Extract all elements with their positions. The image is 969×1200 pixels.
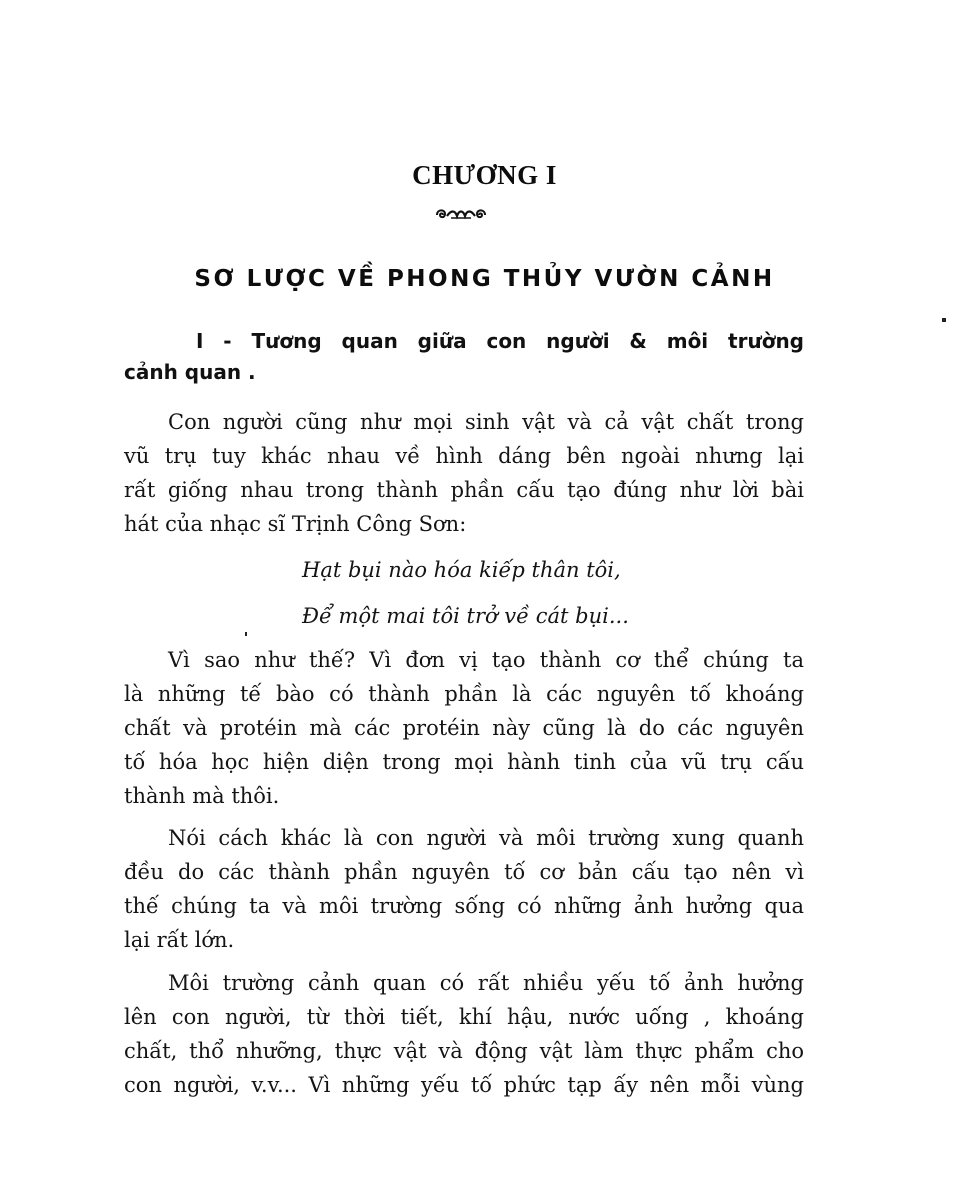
text-line: chất, thổ nhưỡng, thực vật và động vật làm thực phẩm cho — [124, 1039, 804, 1063]
text-line: hát của nhạc sĩ Trịnh Công Sơn: — [124, 512, 467, 536]
verse-line: Để một mai tôi trở về cát bụi... — [302, 604, 629, 628]
scan-speck — [245, 632, 247, 636]
text-line: vũ trụ tuy khác nhau về hình dáng bên ngoài nhưng lại — [124, 444, 804, 468]
scan-speck — [942, 318, 946, 322]
chapter-title: CHƯƠNG I — [412, 160, 557, 190]
flourish-ornament-icon — [433, 206, 489, 222]
text-line: Con người cũng như mọi sinh vật và cả vật chất trong — [168, 410, 804, 434]
song-quote — [302, 547, 629, 639]
paragraph — [124, 405, 804, 541]
text-line: Nói cách khác là con người và môi trường xung quanh — [168, 826, 804, 850]
subheading — [124, 326, 804, 388]
text-line: đều do các thành phần nguyên tố cơ bản cấu tạo nên vì — [124, 860, 804, 884]
paragraph — [124, 643, 804, 813]
text-line: con người, v.v... Vì những yếu tố phức tạp ấy nên mỗi vùng — [124, 1073, 804, 1097]
text-line: lại rất lớn. — [124, 928, 235, 952]
text-line: thành mà thôi. — [124, 784, 280, 808]
text-line: Môi trường cảnh quan có rất nhiều yếu tố ảnh hưởng — [168, 971, 804, 995]
verse-line: Hạt bụi nào hóa kiếp thân tôi, — [302, 558, 621, 582]
text-line: thế chúng ta và môi trường sống có những ảnh hưởng qua — [124, 894, 804, 918]
text-line: tố hóa học hiện diện trong mọi hành tinh của vũ trụ cấu — [124, 750, 804, 774]
paragraph — [124, 821, 804, 957]
text-line: lên con người, từ thời tiết, khí hậu, nước uống , khoáng — [124, 1005, 804, 1029]
paragraph — [124, 966, 804, 1102]
text-line: rất giống nhau trong thành phần cấu tạo đúng như lời bài — [124, 478, 804, 502]
subheading-line: I - Tương quan giữa con người & môi trường — [196, 329, 804, 353]
text-line: Vì sao như thế? Vì đơn vị tạo thành cơ thể chúng ta — [168, 648, 804, 672]
text-line: chất và protéin mà các protéin này cũng là do các nguyên — [124, 716, 804, 740]
section-title: SƠ LƯỢC VỀ PHONG THỦY VƯỜN CẢNH — [194, 266, 775, 292]
text-line: là những tế bào có thành phần là các nguyên tố khoáng — [124, 682, 804, 706]
subheading-line: cảnh quan . — [124, 360, 256, 384]
